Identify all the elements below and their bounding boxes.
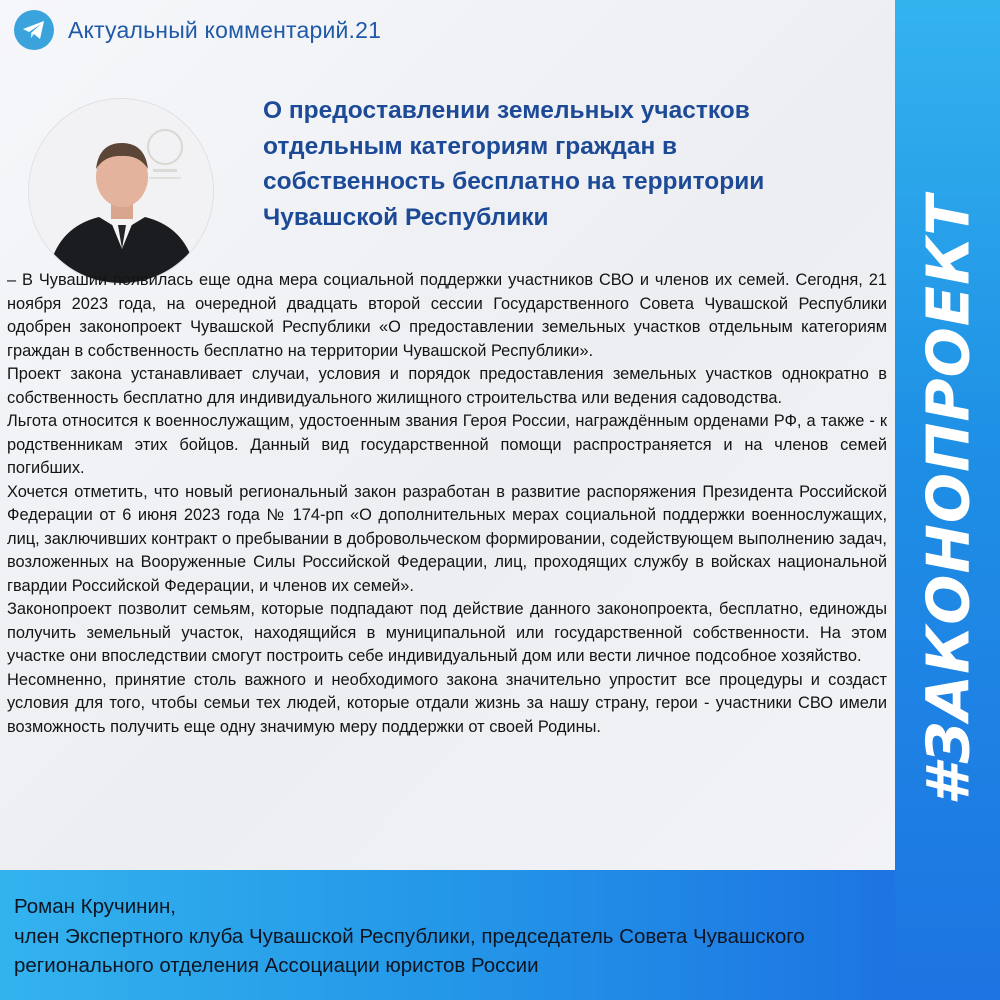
paragraph: Законопроект позволит семьям, которые подпадают под действие данного законопроекта, бесплатно, единожды получить земельный участок, находящийся в муниципальной или государственной собственности. На этом участке они впоследствии смогут построить себе индивидуальный дом или вести личное подсобное хозяйство. xyxy=(7,600,887,665)
hashtag-sidebar xyxy=(895,0,1000,1000)
paragraph: Хочется отметить, что новый региональный закон разработан в развитие распоряжения Президента Российской Федерации от 6 июня 2023 года № 174-рп «О дополнительных мерах социальной поддержки военнослужащих, лиц, заключивших контракт о пребывании в добровольческом формировании, содействующем выполнению задач, возложенных на Вооруженные Силы Российской Федерации, лиц, проходящих службу в войсках национальной гвардии Российской Федерации, и членов их семей». xyxy=(7,482,887,595)
article-body xyxy=(7,269,887,739)
paragraph: Проект закона устанавливает случаи, условия и порядок предоставления земельных участков однократно в собственность бесплатно для индивидуального жилищного строительства или ведения садоводства. xyxy=(7,365,887,407)
hashtag-label: #ЗАКОНОПРОЕКТ xyxy=(913,194,982,806)
paragraph: – В Чувашии появилась еще одна мера социальной поддержки участников СВО и членов их семей. Сегодня, 21 ноября 2023 года, на очередной двадцать второй сессии Государственного Совета Чувашской Республики одобрен законопроект Чувашской Республики «О предоставлении земельных участков отдельным категориям граждан в собственность бесплатно на территории Чувашской Республики». xyxy=(7,271,887,360)
author-role-continued: регионального отделения Ассоциации юристов России xyxy=(14,954,539,977)
author-role: член Экспертного клуба Чувашской Республики, председатель Совета Чувашского xyxy=(14,924,805,948)
paragraph: Льгота относится к военнослужащим, удостоенным звания Героя России, награждённым орденами РФ, а также - к родственникам этих бойцов. Данный вид государственной помощи распространяется и на членов семей погибших. xyxy=(7,412,887,477)
author-name: Роман Кручинин, xyxy=(14,895,176,918)
channel-header xyxy=(14,10,381,50)
article-headline: О предоставлении земельных участков отдельным категориям граждан в собственность бесплатно на территории Чувашской Республики xyxy=(263,97,765,231)
channel-title: Актуальный комментарий.21 xyxy=(68,16,382,43)
telegram-icon[interactable] xyxy=(14,10,54,50)
author-portrait xyxy=(28,98,214,284)
author-footer xyxy=(0,870,895,1000)
paragraph: Несомненно, принятие столь важного и необходимого закона значительно упростит все процедуры и создаст условия для того, чтобы семьи тех людей, которые отдали жизнь за нашу страну, герои - участники СВО имели возможность получить еще одну значимую меру поддержки от своей Родины. xyxy=(7,670,887,736)
